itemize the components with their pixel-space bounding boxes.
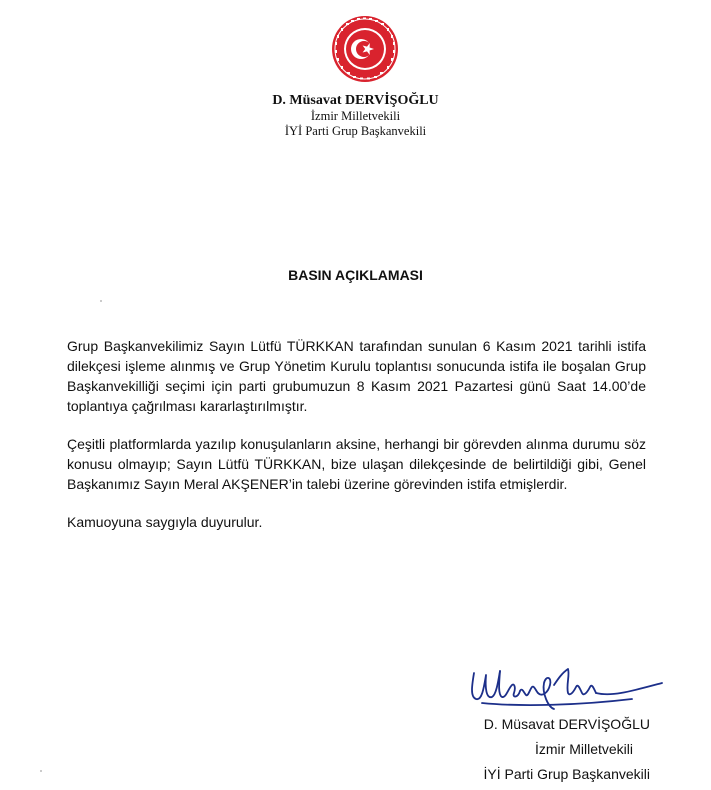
signatory-title-2: İYİ Parti Grup Başkanvekili	[483, 766, 650, 782]
signature-block	[430, 712, 680, 787]
tbmm-seal-logo	[330, 14, 400, 84]
signatory-title-1: İzmir Milletvekili	[535, 741, 633, 757]
scan-speck	[40, 770, 42, 772]
paragraph-3: Kamuoyuna saygıyla duyurulur.	[67, 514, 263, 530]
document-body	[67, 336, 646, 550]
letterhead-name: D. Müsavat DERVİŞOĞLU	[272, 93, 439, 108]
letterhead	[0, 92, 711, 139]
document-title: BASIN AÇIKLAMASI	[288, 267, 423, 283]
paragraph-1: Grup Başkanvekilimiz Sayın Lütfü TÜRKKAN tarafından sunulan 6 Kasım 2021 tarihli istifa dilekçesi işleme alınmış ve Grup Yönetim Kurulu toplantısı sonucunda istifa ile boşalan Grup Başkanvekilliği seçimi için parti grubumuzun 8 Kasım 2021 Pazartesi günü Saat 14.00’de toplantıya çağrılması kararlaştırılmıştır.	[67, 338, 646, 414]
signatory-name: D. Müsavat DERVİŞOĞLU	[483, 716, 650, 732]
handwritten-signature	[462, 663, 672, 711]
paragraph-2: Çeşitli platformlarda yazılıp konuşulanların aksine, herhangi bir görevden alınma durumu söz konusu olmayıp; Sayın Lütfü TÜRKKAN, bize ulaşan dilekçesinde de belirtildiği gibi, Genel Başkanımız Sayın Meral AKŞENER’in talebi üzerine görevinden istifa etmişlerdir.	[67, 436, 646, 492]
letterhead-title-1: İzmir Milletvekili	[310, 109, 401, 123]
scan-speck	[100, 300, 102, 302]
letterhead-title-2: İYİ Parti Grup Başkanvekili	[284, 124, 427, 138]
